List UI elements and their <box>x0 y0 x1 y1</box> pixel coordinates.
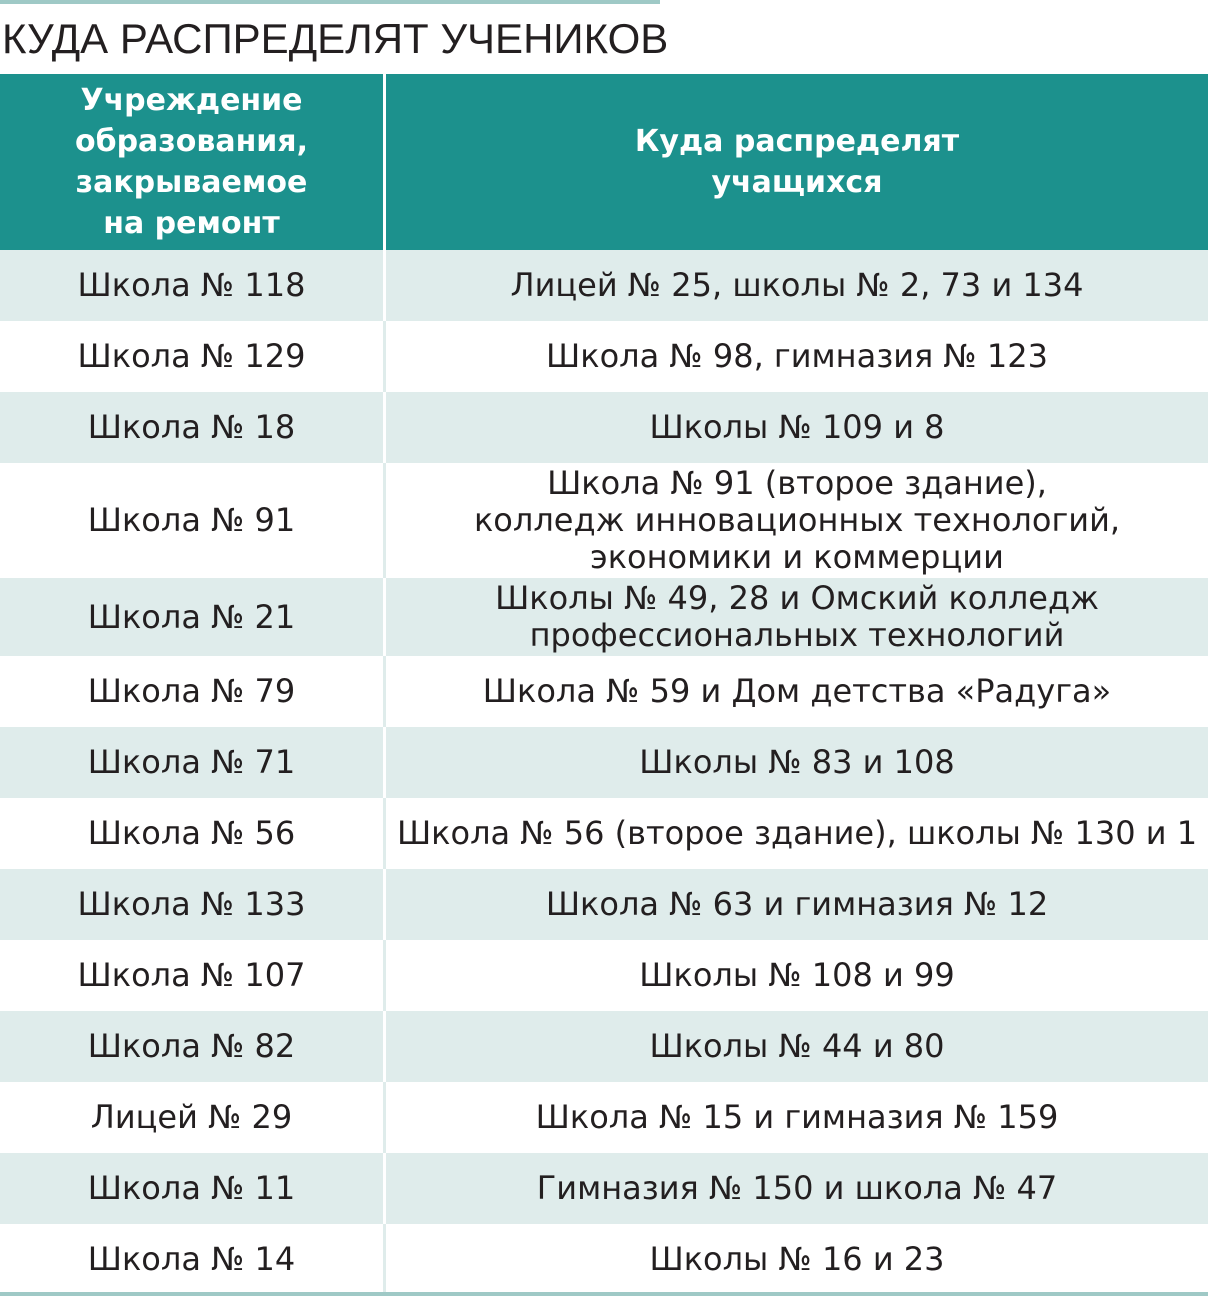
institution-cell: Школа № 56 <box>0 798 386 869</box>
destination-cell: Школы № 83 и 108 <box>639 743 955 781</box>
top-accent-rule <box>0 0 660 4</box>
destination-cell: Школа № 56 (второе здание), школы № 130 и 1 <box>396 814 1198 852</box>
table-row <box>0 1011 1208 1082</box>
institution-cell: Школа № 118 <box>0 250 386 321</box>
redistribution-table <box>0 74 1208 1295</box>
table-row <box>0 1082 1208 1153</box>
destination-cell: Школы № 44 и 80 <box>649 1027 945 1065</box>
header-institution: Учреждение образования, закрываемое на ремонт <box>0 74 386 250</box>
table-row <box>0 727 1208 798</box>
table-row <box>0 250 1208 321</box>
destination-cell: Школы № 49, 28 и Омский колледж профессиональных технологий <box>495 579 1099 654</box>
header-destination: Куда распределят учащихся <box>634 124 960 200</box>
destination-cell: Лицей № 25, школы № 2, 73 и 134 <box>510 266 1084 304</box>
destination-cell: Школа № 63 и гимназия № 12 <box>545 885 1049 923</box>
destination-cell: Гимназия № 150 и школа № 47 <box>536 1169 1058 1207</box>
institution-cell: Школа № 129 <box>0 321 386 392</box>
destination-cell: Школы № 16 и 23 <box>649 1240 945 1278</box>
institution-cell: Школа № 14 <box>0 1224 386 1295</box>
institution-cell: Школа № 82 <box>0 1011 386 1082</box>
table-row <box>0 656 1208 727</box>
destination-cell: Школы № 108 и 99 <box>639 956 955 994</box>
institution-cell: Школа № 18 <box>0 392 386 463</box>
destination-cell: Школы № 109 и 8 <box>649 408 945 446</box>
table-row <box>0 392 1208 463</box>
institution-cell: Лицей № 29 <box>0 1082 386 1153</box>
table-row <box>0 869 1208 940</box>
institution-cell: Школа № 133 <box>0 869 386 940</box>
destination-cell: Школа № 91 (второе здание), колледж инновационных технологий, экономики и коммерции <box>473 464 1121 576</box>
table-row <box>0 1153 1208 1224</box>
institution-cell: Школа № 107 <box>0 940 386 1011</box>
institution-cell: Школа № 71 <box>0 727 386 798</box>
table-row <box>0 463 1208 578</box>
institution-cell: Школа № 21 <box>0 578 386 656</box>
bottom-accent-rule <box>0 1292 1208 1296</box>
table-row <box>0 940 1208 1011</box>
page-title: КУДА РАСПРЕДЕЛЯТ УЧЕНИКОВ <box>2 15 669 62</box>
table-row <box>0 798 1208 869</box>
table-header <box>0 74 1208 250</box>
institution-cell: Школа № 91 <box>0 463 386 578</box>
destination-cell: Школа № 98, гимназия № 123 <box>546 337 1048 375</box>
institution-cell: Школа № 79 <box>0 656 386 727</box>
institution-cell: Школа № 11 <box>0 1153 386 1224</box>
table-row <box>0 578 1208 656</box>
destination-cell: Школа № 15 и гимназия № 159 <box>535 1098 1059 1136</box>
table-row <box>0 1224 1208 1295</box>
table-row <box>0 321 1208 392</box>
destination-cell: Школа № 59 и Дом детства «Радуга» <box>482 672 1112 710</box>
